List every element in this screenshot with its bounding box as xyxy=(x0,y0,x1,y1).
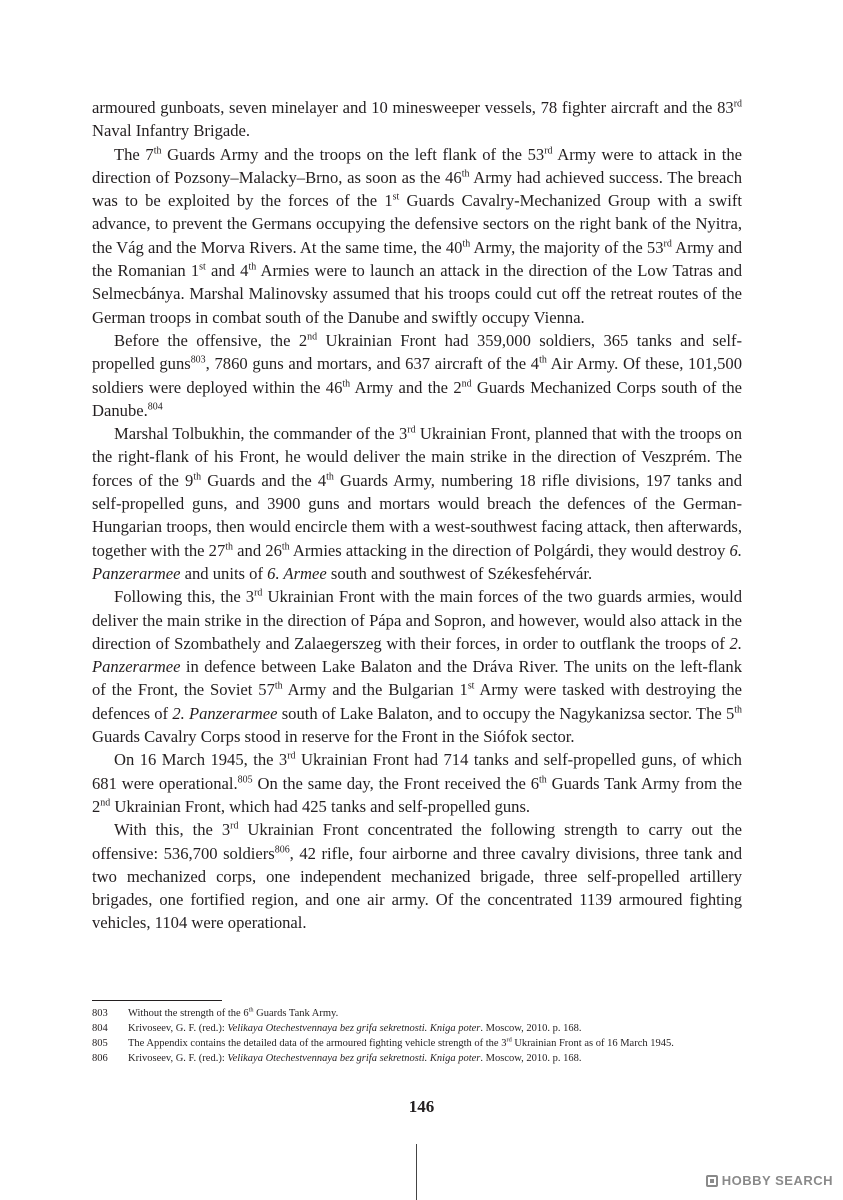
paragraph xyxy=(92,329,742,422)
italic-term: 6. Armee xyxy=(267,563,327,583)
superscript: 806 xyxy=(274,843,290,855)
superscript: 803 xyxy=(190,354,206,366)
superscript: rd xyxy=(506,1036,512,1044)
superscript: th xyxy=(342,378,351,390)
text-run: Army and the Romanian 1 xyxy=(92,237,742,281)
superscript: rd xyxy=(407,424,416,436)
text-run: Krivoseev, G. F. (red.): xyxy=(128,1023,228,1034)
text-run: Without the strength of the 6 xyxy=(128,1008,249,1019)
text-run: Guards Tank Army. xyxy=(253,1008,339,1019)
text-run: Ukrainian Front, planned that with the troops on the right-flank of his Front, he would deliver the main strike in the direction of Veszprém. The forces of the 9 xyxy=(92,424,742,490)
superscript: th xyxy=(326,471,334,483)
text-run: Army were tasked with destroying the defences of xyxy=(92,680,742,723)
superscript: rd xyxy=(733,98,742,110)
superscript: 805 xyxy=(237,774,253,786)
text-run: Following this, the 3 xyxy=(114,587,255,607)
text-run: Armies attacking in the direction of Polgárdi, they would destroy xyxy=(289,540,730,560)
footnote-number: 806 xyxy=(92,1053,108,1064)
italic-term: Velikaya Otechestvennaya bez grifa sekretnosti. Kniga poter xyxy=(227,1023,481,1034)
superscript: nd xyxy=(100,797,111,809)
superscript: rd xyxy=(544,145,553,157)
footnote-text xyxy=(128,1006,742,1021)
footnote xyxy=(92,1036,742,1051)
footnote xyxy=(92,1021,742,1036)
text-run: south of Lake Balaton, and to occupy the Nagykanizsa sector. The 5 xyxy=(277,703,735,723)
text-run: The Appendix contains the detailed data of the armoured fighting vehicle strength of the 3 xyxy=(128,1038,507,1049)
footnote-text xyxy=(128,1051,742,1066)
text-run: The 7 xyxy=(114,144,154,164)
paragraph xyxy=(92,748,742,818)
page-number: 146 xyxy=(408,1097,435,1116)
text-run: Guards Army and the troops on the left flank of the 53 xyxy=(161,144,545,164)
text-run: Ukrainian Front, which had 425 tanks and self-propelled guns. xyxy=(110,796,531,816)
text-run: Army and the 2 xyxy=(350,377,462,397)
text-run: Guards Cavalry-Mechanized Group with a swift advance, to prevent the Germans occupying the defensive sectors on the right bank of the Nyitra, the Vág and the Morva Rivers. At the same time, the 40 xyxy=(92,191,742,257)
footnote xyxy=(92,1006,742,1021)
text-run: With this, the 3 xyxy=(114,820,231,840)
text-run: and 4 xyxy=(205,261,249,281)
text-run: Naval Infantry Brigade. xyxy=(92,121,251,141)
text-run: south and southwest of Székesfehérvár. xyxy=(326,563,593,583)
superscript: th xyxy=(462,238,471,250)
superscript: th xyxy=(193,471,202,483)
text-run: Ukrainian Front as of 16 March 1945. xyxy=(511,1038,674,1049)
footnote-rule xyxy=(92,1000,222,1001)
superscript: th xyxy=(539,354,547,366)
superscript: th xyxy=(248,1006,254,1014)
superscript: st xyxy=(199,261,206,273)
superscript: th xyxy=(225,541,233,553)
text-run: Guards Tank Army from the 2 xyxy=(92,773,742,816)
text-run: Ukrainian Front concentrated the following strength to carry out the offensive: 536,700 soldiers xyxy=(92,820,742,863)
text-run: . Moscow, 2010. p. 168. xyxy=(480,1053,582,1064)
footnote-number: 803 xyxy=(92,1008,108,1019)
paragraph xyxy=(92,422,742,585)
text-run: Ukrainian Front with the main forces of the two guards armies, would deliver the main strike in the direction of Pápa and Sopron, and however, would also attack in the direction of Szombathely and Zalaegerszeg with their forces, in order to outflank the troops of xyxy=(92,587,742,653)
superscript: 804 xyxy=(147,401,163,413)
text-run: and 26 xyxy=(233,540,282,560)
footnotes xyxy=(92,1006,742,1066)
watermark xyxy=(706,1173,833,1188)
superscript: th xyxy=(461,168,470,180)
body-text xyxy=(92,96,742,935)
text-run: Army were to attack in the direction of Pozsony–Malacky–Brno, as soon as the 46 xyxy=(92,144,742,187)
italic-term: Velikaya Otechestvennaya bez grifa sekretnosti. Kniga poter xyxy=(227,1053,481,1064)
text-run: Air Army. Of these, 101,500 soldiers were deployed within the 46 xyxy=(92,354,742,397)
text-run: Guards Cavalry Corps stood in reserve for the Front in the Siófok sector. xyxy=(92,727,575,747)
text-run: Guards Army, numbering 18 rifle divisions, 197 tanks and self-propelled guns, and 3900 guns and mortars would breach the defences of the German-Hungarian troops, then would encircle them with a west-southwest facing attack, then afterwards, together with the 27 xyxy=(92,470,742,560)
text-run: , 42 rifle, four airborne and three cavalry divisions, three tank and two mechanized corps, one independent mechanized brigade, three self-propelled artillery brigades, one fortified region, and one air army. Of the concentrated 1139 armoured fighting vehicles, 1104 were operational. xyxy=(92,843,743,933)
watermark-text: HOBBY SEARCH xyxy=(721,1173,833,1188)
footnote xyxy=(92,1051,742,1066)
paragraph xyxy=(92,96,742,143)
footnote-text xyxy=(128,1036,742,1051)
paragraph xyxy=(92,818,742,934)
text-run: Armies were to launch an attack in the direction of the Low Tatras and Selmecbánya. Marshal Malinovsky assumed that his troops could cut off the retreat routes of the German troops in combat south of the Danube and swiftly occupy Vienna. xyxy=(92,261,743,327)
gutter-line xyxy=(416,1144,417,1200)
footnote-number: 804 xyxy=(92,1023,108,1034)
text-run: . Moscow, 2010. p. 168. xyxy=(480,1023,582,1034)
superscript: th xyxy=(539,774,547,786)
superscript: rd xyxy=(287,750,296,762)
superscript: th xyxy=(281,541,290,553)
italic-term: 2. Panzerarmee xyxy=(92,633,742,677)
text-run: Ukrainian Front had 359,000 soldiers, 365 tanks and self-propelled guns xyxy=(92,330,743,374)
text-run: , 7860 guns and mortars, and 637 aircraft of the 4 xyxy=(205,354,540,374)
text-run: Krivoseev, G. F. (red.): xyxy=(128,1053,228,1064)
text-run: Before the offensive, the 2 xyxy=(114,330,308,350)
text-run: in defence between Lake Balaton and the Dráva River. The units on the left-flank of the Front, the Soviet 57 xyxy=(92,657,742,700)
text-run: Marshal Tolbukhin, the commander of the 3 xyxy=(114,424,408,444)
text-run: On 16 March 1945, the 3 xyxy=(114,750,288,770)
text-run: Army, the majority of the 53 xyxy=(470,237,664,257)
text-run: Army and the Bulgarian 1 xyxy=(282,680,468,700)
superscript: th xyxy=(734,704,742,716)
superscript: th xyxy=(153,145,162,157)
footnote-number: 805 xyxy=(92,1038,108,1049)
text-run: On the same day, the Front received the 6 xyxy=(252,773,540,793)
superscript: rd xyxy=(663,238,672,250)
superscript: th xyxy=(248,261,257,273)
italic-term: 6. Panzerarmee xyxy=(92,540,742,583)
text-run: Guards Mechanized Corps south of the Danube. xyxy=(92,377,742,420)
superscript: th xyxy=(274,680,283,692)
text-run: armoured gunboats, seven minelayer and 10 minesweeper vessels, 78 fighter aircraft and the 83 xyxy=(92,98,734,117)
text-run: Army had achieved success. The breach was to be exploited by the forces of the 1 xyxy=(92,167,742,211)
superscript: rd xyxy=(230,820,239,832)
text-run: and units of xyxy=(180,563,268,583)
superscript: st xyxy=(392,191,400,203)
superscript: nd xyxy=(461,378,472,390)
paragraph xyxy=(92,143,742,329)
superscript: st xyxy=(467,680,475,692)
text-run: Guards and the 4 xyxy=(201,470,327,490)
italic-term: 2. Panzerarmee xyxy=(172,703,278,723)
superscript: nd xyxy=(307,331,318,343)
paragraph xyxy=(92,585,742,748)
hobbysearch-logo-icon xyxy=(706,1175,718,1187)
text-run: Ukrainian Front had 714 tanks and self-propelled guns, of which 681 were operational. xyxy=(92,750,742,793)
footnote-text xyxy=(128,1021,742,1036)
superscript: rd xyxy=(254,587,263,599)
